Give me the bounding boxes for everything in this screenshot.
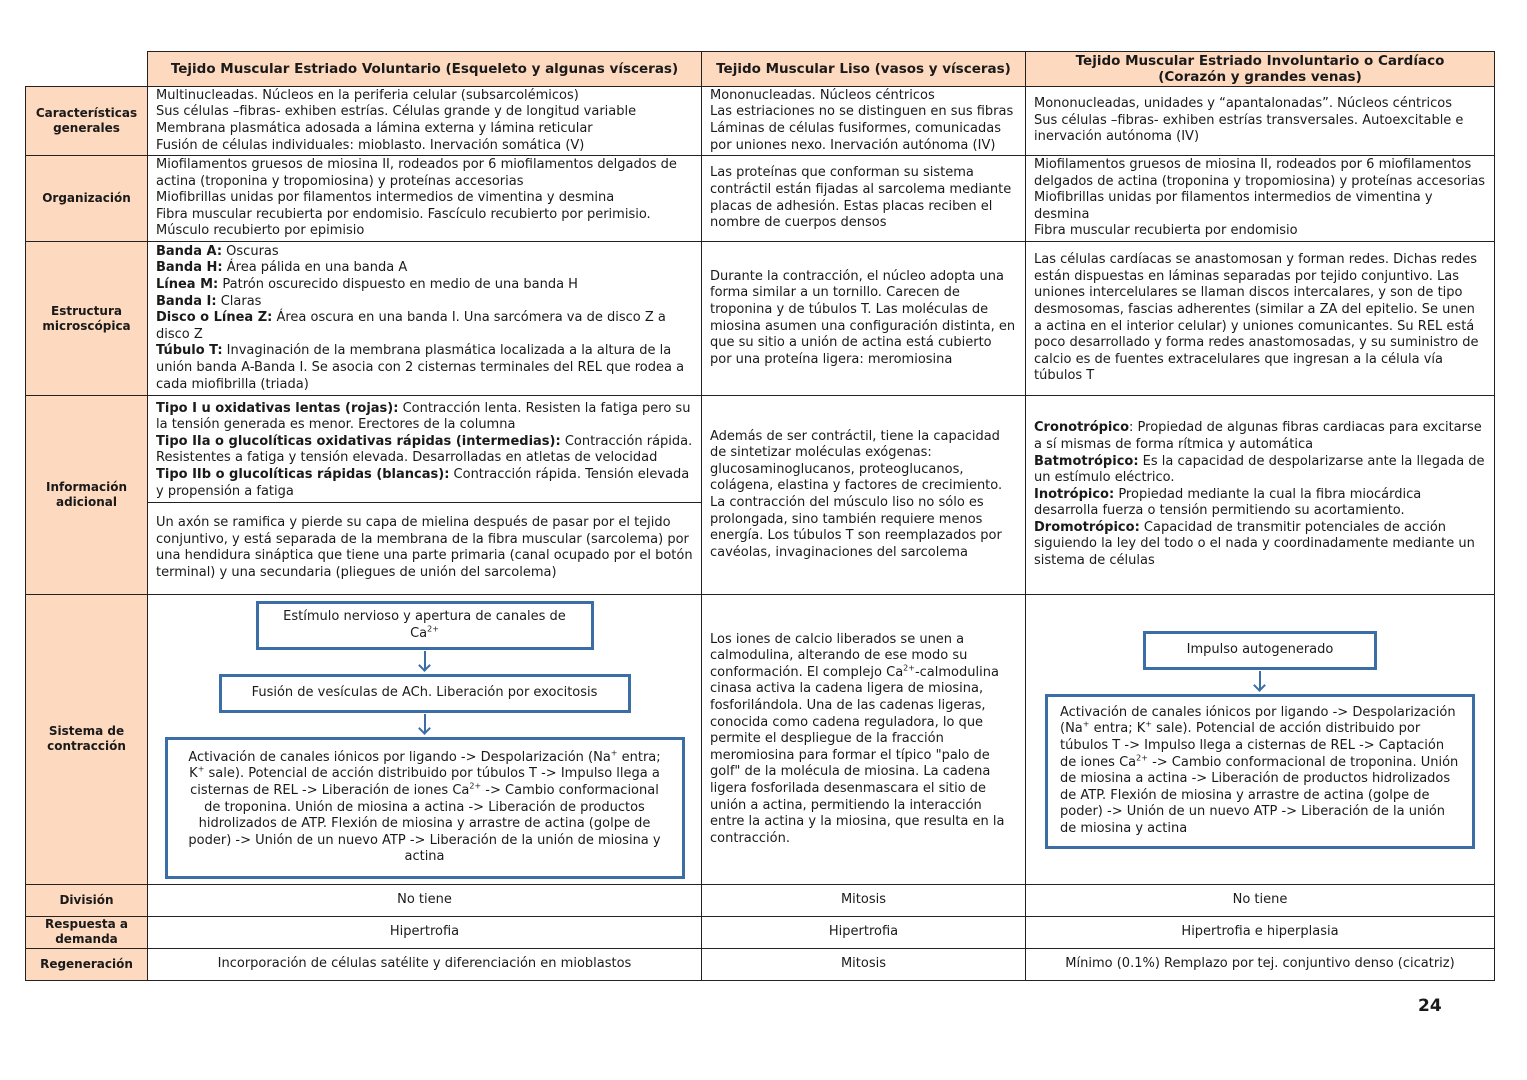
tipo1-term: Tipo I u oxidativas lentas (rojas): — [156, 400, 399, 416]
linea-m-line — [156, 277, 693, 294]
disco-z-text: Área oscura en una banda I. Una sarcómera va de disco Z a disco Z — [156, 310, 666, 342]
text-line: Membrana plasmática adosada a lámina externa y lámina reticular — [156, 121, 593, 136]
arrow-down-icon — [1252, 670, 1268, 694]
cell-respuesta-estriado: Hipertrofia — [148, 916, 702, 948]
flow-box-estimulo — [256, 601, 594, 650]
cell-division-estriado: No tiene — [148, 884, 702, 916]
dromo-text: Capacidad de transmitir potenciales de acción siguiendo la ley del todo o el nada y coordinadamente mediante un sistema de células — [1034, 519, 1475, 569]
cell-regeneracion-estriado: Incorporación de células satélite y diferenciación en mioblastos — [148, 948, 702, 980]
arrow-down-icon — [417, 650, 433, 674]
text-line: Láminas de células fusiformes, comunicadas — [710, 121, 1001, 136]
text-line: Miofilamentos gruesos de miosina II, rodeados por 6 miofilamentos delgados de — [156, 157, 677, 173]
header-liso: Tejido Muscular Liso (vasos y vísceras) — [702, 52, 1026, 87]
text-line: desmina — [1034, 206, 1090, 222]
cell-regeneracion-cardiaco: Mínimo (0.1%) Remplazo por tej. conjuntivo denso (cicatriz) — [1026, 948, 1495, 980]
arrow-down-icon — [417, 713, 433, 737]
muscle-tissue-table — [25, 51, 1495, 981]
tipo2a-term: Tipo IIa o glucolíticas oxidativas rápidas (intermedias): — [156, 433, 561, 449]
tubulo-t-text: Invaginación de la membrana plasmática localizada a la altura de la unión banda A-Banda I. Se asocia con 2 cisternas terminales del REL que rodea a cada miofibrilla (triada) — [156, 343, 685, 392]
box2-text-a: Activación de canales iónicos por ligando -> Despolarización (Na — [1060, 704, 1456, 737]
flow-box-activacion-cardiaco — [1045, 694, 1475, 849]
cell-division-cardiaco: No tiene — [1026, 884, 1495, 916]
tipo2b-term: Tipo IIb o glucolíticas rápidas (blancas): — [156, 466, 450, 482]
box1-text: Estímulo nervioso y apertura de canales de Ca — [283, 609, 566, 641]
corner-cell — [26, 52, 148, 87]
sup-text: + — [197, 765, 205, 775]
liso-text-a: Los iones de calcio liberados se unen a calmodulina, alterando de ese modo su conformación. El complejo Ca — [710, 631, 968, 680]
cell-informacion-cardiaco — [1026, 396, 1495, 595]
cell-sistema-cardiaco — [1026, 595, 1495, 885]
dromo-term: Dromotrópico: — [1034, 519, 1140, 535]
text-line: Sus células –fibras- exhiben estrías. Células grande y de longitud variable — [156, 104, 637, 120]
text-line: inervación autónoma (IV) — [1034, 129, 1200, 145]
header-estriado: Tejido Muscular Estriado Voluntario (Esqueleto y algunas vísceras) — [148, 52, 702, 87]
box2-text-b: entra; K — [1089, 721, 1146, 737]
flow-box-activacion — [165, 737, 685, 879]
text-line: Las estriaciones no se distinguen en sus fibras — [710, 104, 1014, 120]
ino-text: Propiedad mediante la cual la fibra miocárdica desarrolla fuerza o tensión permitiendo su acortamiento. — [1034, 486, 1422, 519]
row-informacion — [26, 396, 1495, 595]
cell-caracteristicas-cardiaco — [1026, 87, 1495, 156]
banda-h-line — [156, 260, 693, 277]
tipo2b — [156, 467, 689, 499]
row-regeneracion — [26, 948, 1495, 980]
flow-box-fusion: Fusión de vesículas de ACh. Liberación por exocitosis — [219, 674, 631, 713]
cell-organizacion-estriado — [148, 156, 702, 242]
cell-organizacion-liso: Las proteínas que conforman su sistema contráctil están fijadas al sarcolema mediante placas de adhesión. Estas placas reciben el nombre de cuerpos densos — [702, 156, 1026, 242]
header-cardiaco-line2: (Corazón y grandes venas) — [1158, 69, 1362, 85]
linea-m-term: Línea M: — [156, 277, 219, 293]
row-sistema — [26, 595, 1495, 885]
text-line: delgados de actina (troponina y tropomiosina) y proteínas accesorias — [1034, 173, 1486, 189]
tubulo-t-line — [156, 343, 693, 393]
box3-text-c: sale). Potencial de acción distribuido por túbulos T -> Impulso llega a cisternas de REL -> Liberación de iones Ca — [190, 766, 660, 798]
disco-z-line — [156, 310, 693, 343]
ino-term: Inotrópico: — [1034, 486, 1115, 502]
sup-text: 2+ — [427, 624, 439, 634]
sup-text: + — [610, 748, 618, 758]
rowhead-organizacion: Organización — [26, 156, 148, 242]
cell-respuesta-cardiaco: Hipertrofia e hiperplasia — [1026, 916, 1495, 948]
row-respuesta — [26, 916, 1495, 948]
cell-caracteristicas-liso — [702, 87, 1026, 156]
cell-organizacion-cardiaco — [1026, 156, 1495, 242]
text-line: Fibra muscular recubierta por endomisio. Fascículo recubierto por perimisio. — [156, 206, 651, 222]
header-cardiaco-line1: Tejido Muscular Estriado Involuntario o Cardíaco — [1075, 53, 1445, 69]
rowhead-respuesta: Respuesta a demanda — [26, 916, 148, 948]
text-line: Mononucleadas, unidades y “apantalonadas”. Núcleos céntricos — [1034, 96, 1452, 112]
flowchart-cardiaco — [1034, 625, 1486, 853]
sup-text: 2+ — [1136, 753, 1148, 763]
tubulo-t-term: Túbulo T: — [156, 343, 223, 359]
box2-text-d: -> Cambio conformacional de troponina. Unión de miosina a actina -> Liberación de productos hidrolizados de ATP. Flexión de miosina y arrastre de actina (golpe de poder) -> Unión de un nuevo ATP -> Liberación de la unión de miosina y actina — [1060, 754, 1459, 837]
text-line: Músculo recubierto por epimisio — [156, 223, 365, 239]
text-line: Sus células –fibras- exhiben estrías transversales. Autoexcitable e — [1034, 112, 1464, 128]
sup-text: + — [1145, 720, 1152, 730]
flow-box-impulso: Impulso autogenerado — [1143, 631, 1377, 670]
sup-text: + — [1082, 720, 1090, 730]
disco-z-term: Disco o Línea Z: — [156, 310, 273, 326]
banda-a-line — [156, 244, 693, 261]
cell-respuesta-liso: Hipertrofia — [702, 916, 1026, 948]
rowhead-estructura: Estructura microscópica — [26, 242, 148, 396]
batmo-text: Es la capacidad de despolarizarse ante la llegada de un estímulo eléctrico. — [1034, 453, 1485, 486]
box3-text-b: entra; K — [189, 749, 661, 782]
box3-text-a: Activación de canales iónicos por ligando -> Despolarización (Na — [188, 749, 611, 765]
rowhead-caracteristicas: Características generales — [26, 87, 148, 156]
batmo-term: Batmotrópico: — [1034, 453, 1139, 469]
text-line: Miofibrillas unidas por filamentos intermedios de vimentina y desmina — [156, 190, 615, 206]
sup-text: 2+ — [903, 663, 915, 673]
header-cardiaco — [1026, 52, 1495, 87]
banda-a-text: Oscuras — [222, 243, 279, 259]
box3-text-d: -> Cambio conformacional de troponina. Unión de miosina a actina -> Liberación de productos hidrolizados de ATP. Flexión de miosina y arrastre de actina (golpe de poder) -> Unión de un nuevo ATP -> Liberación de la unión de miosina y actina — [188, 782, 661, 865]
axon-text: Un axón se ramifica y pierde su capa de mielina después de pasar por el tejido conjuntivo, y está separada de la membrana de la fibra muscular (sarcolema) por una hendidura sináptica que tiene una parte primaria (canal ocupado por el botón terminal) y una secundaria (pliegues de unión del sarcolema) — [156, 515, 693, 580]
cell-sistema-estriado — [148, 595, 702, 885]
cell-estructura-liso: Durante la contracción, el núcleo adopta una forma similar a un tornillo. Carecen de troponina y de túbulos T. Las moléculas de miosina asumen una configuración distinta, en que su sitio a unión de actina está cubierto por una proteína ligera: meromiosina — [702, 242, 1026, 396]
sup-text: 2+ — [469, 781, 482, 791]
linea-m-text: Patrón oscurecido dispuesto en medio de una banda H — [218, 277, 578, 293]
flowchart-estriado — [156, 595, 693, 884]
text-line: Miofibrillas unidas por filamentos intermedios de vimentina y — [1034, 190, 1433, 206]
liso-text-b: -calmodulina cinasa activa la cadena ligera de miosina, fosforilándola. Una de las cadenas ligeras, conocida como cadena reguladora, lo que permite el despliegue de la fracción meromiosina para formar el típico "palo de golf" de la molécula de miosina. La cadena ligera fosforilada desenmascara el sitio de unión a actina, permitiendo la interacción entre la actina y la miosina, que resulta en la contracción. — [710, 664, 1005, 846]
row-division — [26, 884, 1495, 916]
banda-i-text: Claras — [216, 293, 262, 309]
text-line: Miofilamentos gruesos de miosina II, rodeados por 6 miofilamentos — [1034, 157, 1472, 173]
box2-text-c: sale). Potencial de acción distribuido por túbulos T -> Impulso llega a cisternas de REL -> Captación de iones Ca — [1060, 721, 1445, 770]
tipo1-text: Contracción lenta. Resisten la fatiga pero su la tensión generada es menor. Erectores de la columna — [156, 400, 691, 433]
rowhead-regeneracion: Regeneración — [26, 948, 148, 980]
row-estructura — [26, 242, 1495, 396]
row-organizacion — [26, 156, 1495, 242]
text-line: actina (troponina y tropomiosina) y proteínas accesorias — [156, 173, 524, 189]
text-line: Fibra muscular recubierta por endomisio — [1034, 223, 1298, 239]
text-line: Fusión de células individuales: mioblasto. Inervación somática (V) — [156, 137, 585, 153]
page-number: 24 — [1418, 996, 1442, 1016]
fiber-types — [148, 401, 701, 504]
banda-a-term: Banda A: — [156, 243, 223, 259]
rowhead-sistema: Sistema de contracción — [26, 595, 148, 885]
header-row — [26, 52, 1495, 87]
text-line: Multinucleadas. Núcleos en la periferia celular (subsarcolémicos) — [156, 87, 579, 103]
cell-estructura-estriado — [148, 242, 702, 396]
row-caracteristicas — [26, 87, 1495, 156]
text-line: por uniones nexo. Inervación autónoma (IV) — [710, 137, 996, 153]
cell-caracteristicas-estriado — [148, 87, 702, 156]
cell-division-liso: Mitosis — [702, 884, 1026, 916]
banda-h-text: Área pálida en una banda A — [222, 260, 408, 276]
cell-regeneracion-liso: Mitosis — [702, 948, 1026, 980]
tipo2a-text: Contracción rápida. Resistentes a fatiga y tensión elevada. Desarrolladas en atletas de velocidad — [156, 433, 693, 466]
tipo2a — [156, 434, 692, 466]
cell-estructura-cardiaco: Las células cardíacas se anastomosan y forman redes. Dichas redes están dispuestas en láminas separadas por tejido conjuntivo. Las uniones intercelulares se llaman discos intercalares, y son de tipo desmosomas, fascias adherentes (similar a ZA del epitelio. Se unen a actina en el interior celular) y uniones comunicantes. Su REL está poco desarrollado y forma redes anastomosadas, y su suministro de calcio es de fuentes extracelulares que ingresan a la célula vía túbulos T — [1026, 242, 1495, 396]
cell-sistema-liso — [702, 595, 1026, 885]
crono-term: Cronotrópico — [1034, 420, 1130, 436]
banda-h-term: Banda H: — [156, 260, 223, 276]
crono-text: : Propiedad de algunas fibras cardiacas para excitarse a sí mismas de forma rítmica y automática — [1034, 420, 1482, 452]
cell-informacion-estriado — [148, 396, 702, 595]
tipo1 — [156, 401, 690, 433]
banda-i-line — [156, 294, 693, 311]
text-line: Mononucleadas. Núcleos céntricos — [710, 87, 935, 103]
rowhead-division: División — [26, 884, 148, 916]
banda-i-term: Banda I: — [156, 293, 217, 309]
cell-informacion-liso: Además de ser contráctil, tiene la capacidad de sintetizar moléculas exógenas: glucosaminoglucanos, proteoglucanos, colágena, elastina y factores de crecimiento. La contracción del músculo liso no sólo es prolongada, sino también requiere menos energía. Los túbulos T son reemplazados por cavéolas, invaginaciones del sarcolema — [702, 396, 1026, 595]
rowhead-informacion: Información adicional — [26, 396, 148, 595]
tipo2b-text: Contracción rápida. Tensión elevada y propensión a fatiga — [156, 466, 690, 499]
